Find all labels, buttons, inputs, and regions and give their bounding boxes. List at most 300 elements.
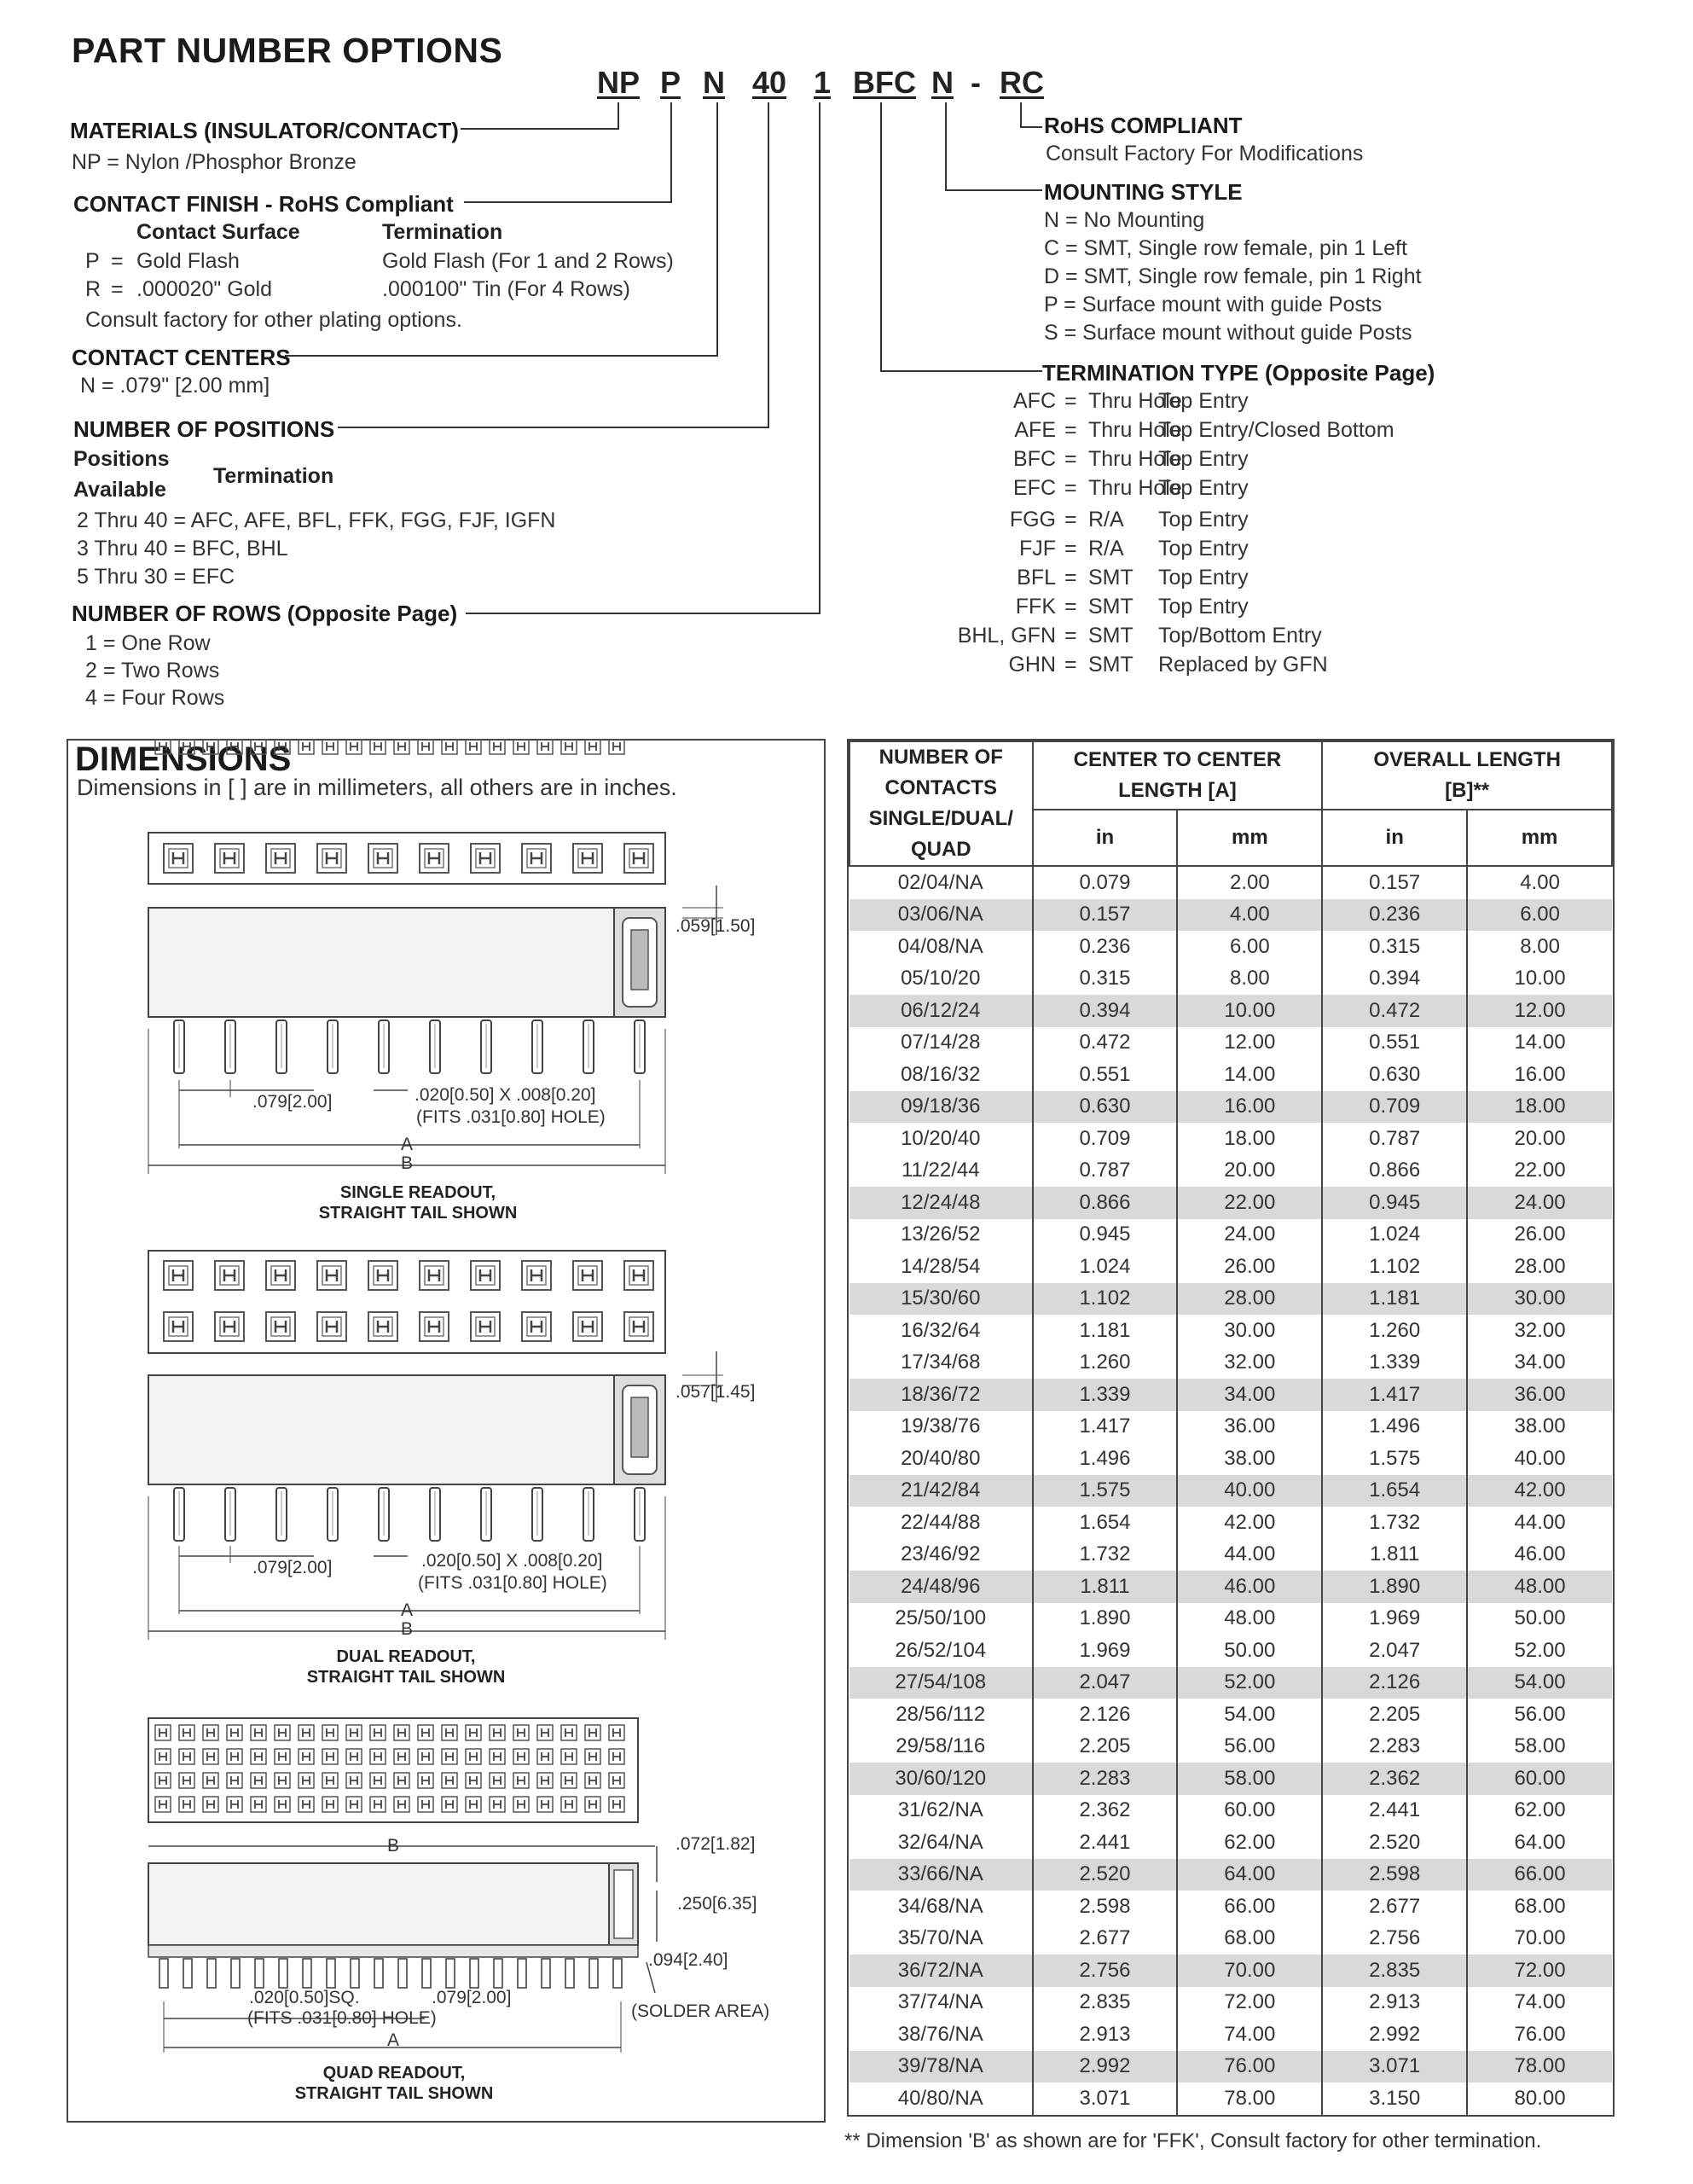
- term-desc: Top Entry: [1158, 447, 1249, 471]
- table-cell: 30.00: [1177, 1315, 1322, 1347]
- table-cell: 2.835: [1322, 1955, 1467, 1987]
- term-code: BFL: [1017, 566, 1056, 590]
- table-cell: 1.969: [1033, 1635, 1178, 1667]
- finish-note: Consult factory for other plating options.: [85, 308, 462, 332]
- rows-item: 2 = Two Rows: [85, 659, 220, 682]
- table-cell: 15/30/60: [849, 1283, 1033, 1316]
- header-line: LENGTH [A]: [1118, 779, 1237, 802]
- table-cell: 03/06/NA: [849, 899, 1033, 932]
- table-cell: 1.260: [1322, 1315, 1467, 1347]
- table-cell: 07/14/28: [901, 1031, 981, 1054]
- dual-a-label: A: [401, 1600, 414, 1620]
- table-cell: 1.575: [1322, 1443, 1467, 1475]
- table-cell: 36.00: [1177, 1411, 1322, 1443]
- table-cell: 70.00: [1467, 1923, 1612, 1955]
- mounting-item: C = SMT, Single row female, pin 1 Left: [1044, 236, 1407, 260]
- table-cell: 0.157: [1322, 866, 1467, 899]
- table-cell: 22.00: [1467, 1155, 1612, 1188]
- mounting-item: S = Surface mount without guide Posts: [1044, 321, 1412, 345]
- materials-heading: MATERIALS (INSULATOR/CONTACT): [70, 118, 459, 143]
- table-cell: 0.787: [1322, 1123, 1467, 1155]
- table-cell: 62.00: [1177, 1827, 1322, 1859]
- termination-heading: TERMINATION TYPE (Opposite Page): [1042, 360, 1435, 386]
- table-cell: 10/20/40: [901, 1126, 981, 1150]
- table-cell: 25/50/100: [895, 1606, 987, 1630]
- col-overall-mm: mm: [1467, 810, 1612, 866]
- table-cell: 3.071: [1033, 2082, 1178, 2115]
- table-row: [849, 1219, 1612, 1252]
- single-caption-1: SINGLE READOUT,: [339, 1183, 496, 1202]
- table-cell: 1.417: [1033, 1411, 1178, 1443]
- table-cell: 36.00: [1467, 1379, 1612, 1411]
- table-cell: 80.00: [1467, 2082, 1612, 2115]
- table-cell: 74.00: [1467, 1987, 1612, 2019]
- term-eq: =: [1064, 653, 1077, 677]
- table-row: [849, 963, 1612, 996]
- table-cell: 35/70/NA: [897, 1926, 983, 1950]
- table-cell: 1.181: [1033, 1315, 1178, 1347]
- term-desc: Top Entry: [1158, 537, 1249, 561]
- table-row: [849, 1763, 1612, 1795]
- header-line: OVERALL LENGTH: [1373, 748, 1561, 771]
- pn-materials: NP: [597, 65, 641, 100]
- table-row: [849, 1603, 1612, 1635]
- table-cell: 74.00: [1177, 2018, 1322, 2051]
- dimensions-subtitle: Dimensions in [ ] are in millimeters, all others are in inches.: [77, 775, 677, 800]
- table-cell: 29/58/116: [896, 1734, 986, 1758]
- table-cell: 05/10/20: [901, 967, 981, 990]
- table-cell: 2.913: [1322, 1987, 1467, 2019]
- table-cell: 12.00: [1467, 995, 1612, 1027]
- table-cell: 0.236: [1033, 931, 1178, 963]
- header-line: [B]**: [1445, 779, 1490, 802]
- term-kind: Thru Hole: [1088, 447, 1182, 471]
- table-cell: 11/22/44: [901, 1159, 980, 1182]
- table-cell: 46.00: [1177, 1571, 1322, 1603]
- table-row: [849, 1283, 1612, 1316]
- single-caption-2: STRAIGHT TAIL SHOWN: [318, 1204, 518, 1223]
- table-cell: 04/08/NA: [897, 934, 983, 958]
- table-cell: 2.520: [1033, 1859, 1178, 1891]
- table-cell: 10.00: [1177, 995, 1322, 1027]
- table-cell: 28.00: [1467, 1251, 1612, 1283]
- mounting-heading: MOUNTING STYLE: [1044, 179, 1243, 205]
- table-cell: 40.00: [1467, 1443, 1612, 1475]
- table-cell: 4.00: [1177, 899, 1322, 932]
- table-cell: 42.00: [1177, 1507, 1322, 1539]
- quad-caption-1: QUAD READOUT,: [322, 2064, 466, 2082]
- term-code: GHN: [1008, 653, 1056, 677]
- finish-eq: =: [111, 277, 124, 301]
- header-line: CENTER TO CENTER: [1073, 748, 1282, 771]
- table-cell: 0.472: [1033, 1027, 1178, 1060]
- table-cell: 2.441: [1322, 1795, 1467, 1827]
- table-row: [849, 1475, 1612, 1507]
- term-code: AFC: [1013, 389, 1056, 413]
- table-cell: 1.811: [1033, 1571, 1178, 1603]
- term-eq: =: [1064, 508, 1077, 531]
- table-cell: 2.362: [1033, 1795, 1178, 1827]
- table-row: [849, 1859, 1612, 1891]
- table-cell: 08/16/32: [901, 1062, 981, 1086]
- table-cell: 48.00: [1177, 1603, 1322, 1635]
- term-kind: Thru Hole: [1088, 418, 1182, 442]
- finish-surface: .000020" Gold: [136, 277, 272, 301]
- table-cell: 22/44/88: [901, 1510, 981, 1534]
- term-desc: Top Entry: [1158, 508, 1249, 531]
- header-line: CONTACTS: [884, 776, 998, 799]
- table-cell: 1.181: [1322, 1283, 1467, 1316]
- table-cell: 33/66/NA: [849, 1859, 1033, 1891]
- table-cell: 1.732: [1322, 1507, 1467, 1539]
- table-cell: 0.866: [1033, 1187, 1178, 1219]
- table-cell: 1.260: [1033, 1347, 1178, 1380]
- table-cell: 70.00: [1177, 1955, 1322, 1987]
- table-row: [849, 1571, 1612, 1603]
- table-cell: 0.551: [1033, 1059, 1178, 1091]
- term-eq: =: [1064, 537, 1077, 561]
- table-cell: 17/34/68: [901, 1350, 981, 1374]
- single-pin-dim: .020[0.50] X .008[0.20]: [415, 1085, 596, 1105]
- dimension-drawings: [67, 739, 826, 2123]
- table-cell: 50.00: [1177, 1635, 1322, 1667]
- table-cell: 2.047: [1033, 1667, 1178, 1699]
- table-cell: 78.00: [1177, 2082, 1322, 2115]
- table-cell: 1.339: [1322, 1347, 1467, 1380]
- positions-row: 2 Thru 40 = AFC, AFE, BFL, FFK, FGG, FJF, IGFN: [77, 508, 556, 532]
- table-row: [849, 1955, 1612, 1987]
- single-a-label: A: [401, 1135, 414, 1154]
- table-cell: 1.496: [1033, 1443, 1178, 1475]
- table-cell: 56.00: [1467, 1699, 1612, 1731]
- table-cell: 23/46/92: [901, 1542, 981, 1566]
- table-cell: 60.00: [1467, 1763, 1612, 1795]
- table-cell: 19/38/76: [901, 1414, 981, 1438]
- table-cell: 42.00: [1467, 1475, 1612, 1507]
- dual-caption-1: DUAL READOUT,: [336, 1647, 476, 1666]
- finish-heading: CONTACT FINISH - RoHS Compliant: [73, 191, 454, 217]
- mounting-item: P = Surface mount with guide Posts: [1044, 293, 1383, 317]
- pn-mounting: N: [931, 65, 954, 100]
- table-cell: 14/28/54: [901, 1254, 981, 1278]
- col-center-header: [1033, 741, 1323, 810]
- table-row: [849, 1411, 1612, 1443]
- table-row: [849, 931, 1612, 963]
- table-cell: 44.00: [1177, 1539, 1322, 1571]
- table-cell: 20.00: [1467, 1123, 1612, 1155]
- quad-hole-dim: (FITS .031[0.80] HOLE): [247, 2008, 437, 2028]
- table-cell: 1.024: [1322, 1219, 1467, 1252]
- table-row: [849, 1187, 1612, 1219]
- dimensions-table: [847, 739, 1615, 2117]
- finish-eq: =: [111, 249, 124, 273]
- table-cell: 78.00: [1467, 2051, 1612, 2083]
- table-cell: 1.024: [1033, 1251, 1178, 1283]
- rows-item: 1 = One Row: [85, 631, 211, 655]
- term-code: BHL, GFN: [957, 624, 1056, 648]
- term-desc: Replaced by GFN: [1158, 653, 1328, 677]
- table-cell: 40/80/NA: [897, 2086, 983, 2110]
- mounting-item: D = SMT, Single row female, pin 1 Right: [1044, 264, 1422, 288]
- table-cell: 46.00: [1467, 1539, 1612, 1571]
- term-kind: SMT: [1088, 653, 1133, 677]
- table-cell: 22.00: [1177, 1187, 1322, 1219]
- table-cell: 1.811: [1322, 1539, 1467, 1571]
- table-cell: 2.441: [1033, 1827, 1178, 1859]
- pn-finish: P: [660, 65, 681, 100]
- table-cell: 0.866: [1322, 1155, 1467, 1188]
- table-row: [849, 2018, 1612, 2051]
- table-cell: 0.394: [1033, 995, 1178, 1027]
- dual-pin-dim: .020[0.50] X .008[0.20]: [421, 1551, 603, 1571]
- table-cell: 0.945: [1033, 1219, 1178, 1252]
- table-cell: 30.00: [1467, 1283, 1612, 1316]
- table-cell: 50.00: [1467, 1603, 1612, 1635]
- term-kind: Thru Hole: [1088, 476, 1182, 500]
- mounting-item: N = No Mounting: [1044, 208, 1205, 232]
- term-eq: =: [1064, 566, 1077, 590]
- table-cell: 1.969: [1322, 1603, 1467, 1635]
- table-cell: 0.787: [1033, 1155, 1178, 1188]
- dual-caption-2: STRAIGHT TAIL SHOWN: [306, 1668, 506, 1687]
- table-row: [849, 1059, 1612, 1091]
- term-kind: R/A: [1088, 537, 1124, 561]
- table-row: [849, 1987, 1612, 2019]
- table-row: [849, 1379, 1612, 1411]
- table-cell: 0.472: [1322, 995, 1467, 1027]
- table-cell: 24.00: [1177, 1219, 1322, 1252]
- table-cell: 8.00: [1177, 963, 1322, 996]
- col-overall-in: in: [1322, 810, 1467, 866]
- table-cell: 16.00: [1177, 1091, 1322, 1124]
- table-cell: 14.00: [1467, 1027, 1612, 1060]
- table-cell: 0.945: [1322, 1187, 1467, 1219]
- table-cell: 2.677: [1322, 1891, 1467, 1923]
- table-cell: 28.00: [1177, 1283, 1322, 1316]
- table-cell: 18.00: [1177, 1123, 1322, 1155]
- finish-term: Gold Flash (For 1 and 2 Rows): [382, 249, 674, 273]
- positions-heading: NUMBER OF POSITIONS: [73, 416, 335, 442]
- pn-termination: BFC: [853, 65, 916, 100]
- col-center-in: in: [1033, 810, 1178, 866]
- table-cell: 34.00: [1467, 1347, 1612, 1380]
- table-cell: 26.00: [1177, 1251, 1322, 1283]
- table-cell: 30/60/120: [849, 1763, 1033, 1795]
- col-center-mm: mm: [1177, 810, 1322, 866]
- term-eq: =: [1064, 418, 1077, 442]
- rows-item: 4 = Four Rows: [85, 686, 225, 710]
- table-row: [849, 1347, 1612, 1380]
- positions-col1b: Available: [73, 478, 166, 502]
- table-cell: 54.00: [1177, 1699, 1322, 1731]
- table-cell: 0.630: [1033, 1091, 1178, 1124]
- pn-centers: N: [703, 65, 725, 100]
- table-cell: 18.00: [1467, 1091, 1612, 1124]
- table-cell: 2.362: [1322, 1763, 1467, 1795]
- quad-solder-label: (SOLDER AREA): [631, 2001, 770, 2021]
- centers-line: N = .079" [2.00 mm]: [80, 374, 270, 398]
- term-kind: SMT: [1088, 624, 1133, 648]
- table-cell: 0.709: [1033, 1123, 1178, 1155]
- positions-row: 3 Thru 40 = BFC, BHL: [77, 537, 288, 561]
- term-eq: =: [1064, 447, 1077, 471]
- table-cell: 20.00: [1177, 1155, 1322, 1188]
- table-cell: 56.00: [1177, 1731, 1322, 1763]
- table-cell: 2.283: [1322, 1731, 1467, 1763]
- table-row: [849, 1315, 1612, 1347]
- table-cell: 38.00: [1177, 1443, 1322, 1475]
- table-cell: 2.598: [1033, 1891, 1178, 1923]
- term-desc: Top Entry: [1158, 476, 1249, 500]
- table-cell: 24/48/96: [849, 1571, 1033, 1603]
- positions-col1a: Positions: [73, 447, 170, 471]
- table-cell: 14.00: [1177, 1059, 1322, 1091]
- table-cell: 0.315: [1322, 931, 1467, 963]
- table-row: [849, 1667, 1612, 1699]
- table-cell: 32.00: [1467, 1315, 1612, 1347]
- table-cell: 09/18/36: [849, 1091, 1033, 1124]
- table-row: [849, 1155, 1612, 1188]
- finish-col-surface: Contact Surface: [136, 220, 300, 244]
- table-cell: 48.00: [1467, 1571, 1612, 1603]
- pn-dash: -: [971, 65, 981, 100]
- table-cell: 26.00: [1467, 1219, 1612, 1252]
- positions-col2: Termination: [213, 464, 334, 488]
- table-cell: 2.756: [1322, 1923, 1467, 1955]
- term-code: FGG: [1009, 508, 1056, 531]
- table-cell: 2.126: [1322, 1667, 1467, 1699]
- table-cell: 0.236: [1322, 899, 1467, 932]
- table-cell: 1.417: [1322, 1379, 1467, 1411]
- table-row: [849, 995, 1612, 1027]
- pn-rows: 1: [814, 65, 832, 100]
- table-cell: 1.890: [1033, 1603, 1178, 1635]
- table-cell: 66.00: [1467, 1859, 1612, 1891]
- term-code: FFK: [1015, 595, 1056, 619]
- table-row: [849, 1251, 1612, 1283]
- table-row: [849, 1699, 1612, 1731]
- table-cell: 64.00: [1467, 1827, 1612, 1859]
- col-overall-header: [1322, 741, 1612, 810]
- term-desc: Top Entry/Closed Bottom: [1158, 418, 1394, 442]
- finish-surface: Gold Flash: [136, 249, 240, 273]
- quad-a-label: A: [387, 2030, 400, 2050]
- table-cell: 1.654: [1033, 1507, 1178, 1539]
- table-cell: 2.00: [1177, 866, 1322, 899]
- table-row: [849, 1795, 1612, 1827]
- table-cell: 58.00: [1177, 1763, 1322, 1795]
- dual-b-label: B: [401, 1619, 414, 1639]
- table-cell: 76.00: [1467, 2018, 1612, 2051]
- positions-row: 5 Thru 30 = EFC: [77, 565, 235, 589]
- pn-positions: 40: [752, 65, 787, 100]
- table-cell: 68.00: [1177, 1923, 1322, 1955]
- table-cell: 72.00: [1177, 1987, 1322, 2019]
- term-eq: =: [1064, 595, 1077, 619]
- table-cell: 31/62/NA: [897, 1798, 983, 1822]
- pn-rohs: RC: [1000, 65, 1044, 100]
- header-line: QUAD: [910, 838, 971, 861]
- term-eq: =: [1064, 476, 1077, 500]
- table-cell: 2.598: [1322, 1859, 1467, 1891]
- table-cell: 28/56/112: [896, 1702, 986, 1726]
- table-cell: 2.992: [1322, 2018, 1467, 2051]
- page-title: PART NUMBER OPTIONS: [72, 31, 503, 70]
- table-row: [849, 899, 1612, 932]
- table-cell: 1.890: [1322, 1571, 1467, 1603]
- table-cell: 12/24/48: [849, 1187, 1033, 1219]
- table-row: [849, 1539, 1612, 1571]
- table-cell: 4.00: [1467, 866, 1612, 899]
- table-row: [849, 1923, 1612, 1955]
- table-cell: 72.00: [1467, 1955, 1612, 1987]
- table-cell: 27/54/108: [849, 1667, 1033, 1699]
- table-cell: 2.205: [1322, 1699, 1467, 1731]
- table-cell: 2.283: [1033, 1763, 1178, 1795]
- table-cell: 26/52/104: [895, 1638, 987, 1662]
- table-cell: 20/40/80: [901, 1446, 981, 1470]
- table-cell: 54.00: [1467, 1667, 1612, 1699]
- table-cell: 52.00: [1177, 1667, 1322, 1699]
- table-cell: 1.575: [1033, 1475, 1178, 1507]
- table-cell: 0.551: [1322, 1027, 1467, 1060]
- table-cell: 2.992: [1033, 2051, 1178, 2083]
- table-cell: 34.00: [1177, 1379, 1322, 1411]
- table-cell: 16.00: [1467, 1059, 1612, 1091]
- table-cell: 34/68/NA: [897, 1894, 983, 1918]
- table-cell: 58.00: [1467, 1731, 1612, 1763]
- quad-height-dim: .250[6.35]: [677, 1894, 757, 1914]
- finish-term: .000100" Tin (For 4 Rows): [382, 277, 630, 301]
- table-cell: 0.630: [1322, 1059, 1467, 1091]
- table-cell: 38.00: [1467, 1411, 1612, 1443]
- table-cell: 1.654: [1322, 1475, 1467, 1507]
- table-cell: 2.126: [1033, 1699, 1178, 1731]
- table-cell: 36/72/NA: [849, 1955, 1033, 1987]
- table-cell: 6.00: [1177, 931, 1322, 963]
- table-cell: 21/42/84: [849, 1475, 1033, 1507]
- table-cell: 32/64/NA: [897, 1830, 983, 1854]
- table-row: [849, 1123, 1612, 1155]
- materials-line: NP = Nylon /Phosphor Bronze: [72, 150, 357, 174]
- table-cell: 68.00: [1467, 1891, 1612, 1923]
- table-row: [849, 1091, 1612, 1124]
- single-pitch-dim: .079[2.00]: [252, 1092, 333, 1112]
- single-b-label: B: [401, 1153, 414, 1173]
- table-cell: 1.102: [1033, 1283, 1178, 1316]
- table-cell: 02/04/NA: [897, 870, 983, 894]
- term-code: BFC: [1013, 447, 1056, 471]
- table-cell: 44.00: [1467, 1507, 1612, 1539]
- term-eq: =: [1064, 624, 1077, 648]
- table-cell: 12.00: [1177, 1027, 1322, 1060]
- table-row: [849, 1507, 1612, 1539]
- quad-top-dim: .072[1.82]: [675, 1834, 756, 1854]
- table-cell: 2.835: [1033, 1987, 1178, 2019]
- table-cell: 1.496: [1322, 1411, 1467, 1443]
- table-cell: 39/78/NA: [849, 2051, 1033, 2083]
- table-cell: 2.913: [1033, 2018, 1178, 2051]
- term-kind: R/A: [1088, 508, 1124, 531]
- table-cell: 38/76/NA: [897, 2022, 983, 2046]
- table-footnote: ** Dimension 'B' as shown are for 'FFK', Consult factory for other termination.: [844, 2129, 1542, 2152]
- dual-side-dim: .057[1.45]: [675, 1382, 756, 1402]
- table-cell: 6.00: [1467, 899, 1612, 932]
- dual-hole-dim: (FITS .031[0.80] HOLE): [418, 1573, 607, 1593]
- table-row: [849, 1827, 1612, 1859]
- term-desc: Top/Bottom Entry: [1158, 624, 1322, 648]
- table-cell: 0.709: [1322, 1091, 1467, 1124]
